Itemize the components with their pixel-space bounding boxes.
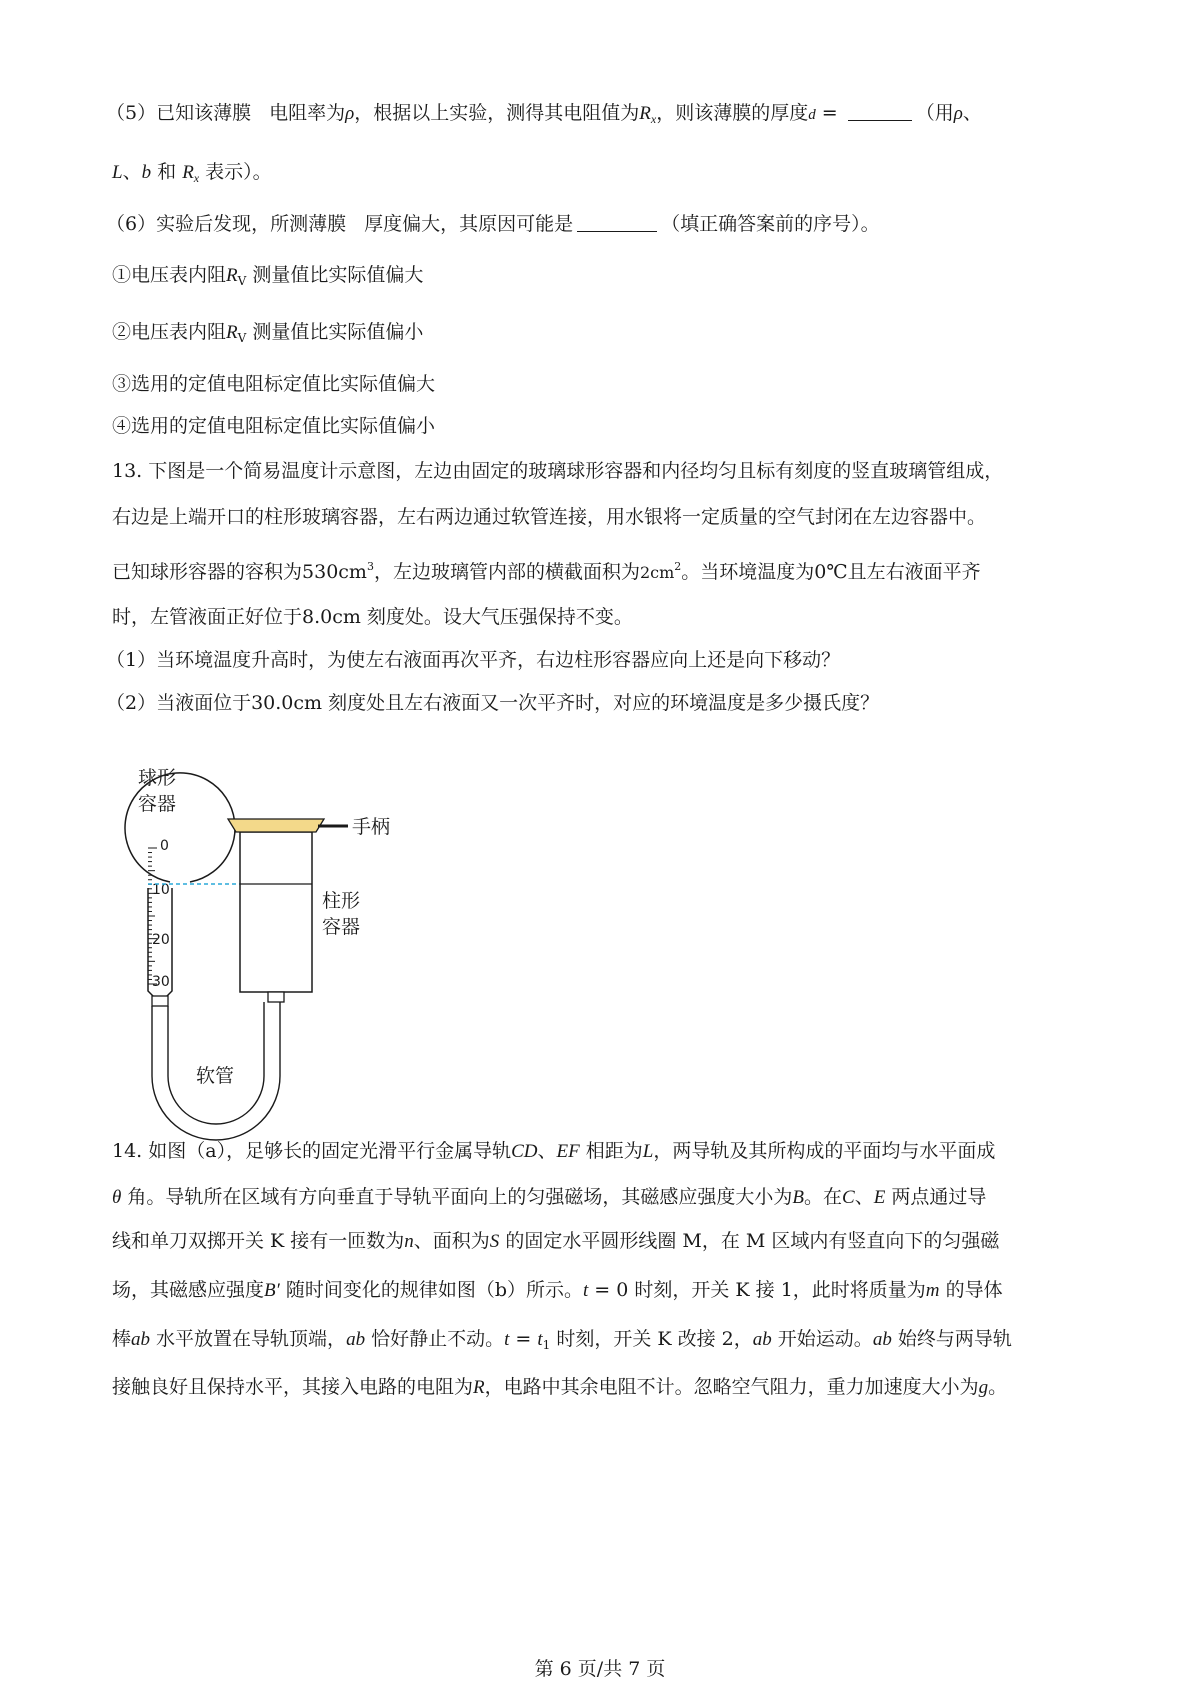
q12-part5-line2: L、b 和 $R_x$ 表示）。 — [112, 161, 272, 185]
cylindrical-container — [240, 832, 312, 992]
cylinder-label-line2: 容器 — [322, 916, 361, 938]
bulb-label-line1: 球形 — [138, 767, 177, 789]
q13-line2: 右边是上端开口的柱形玻璃容器，左右两边通过软管连接，用水银将一定质量的空气封闭在左边容器中。 — [112, 506, 987, 528]
handle-label: 手柄 — [352, 816, 391, 838]
scale-label-0: 0 — [160, 838, 169, 854]
tube-scale — [148, 848, 157, 984]
hose-inner — [168, 1002, 264, 1124]
tube-connector-right — [268, 992, 284, 1002]
q14-line5: 棒ab 水平放置在导轨顶端，ab 恰好静止不动。$t = t_1$ 时刻，开关 K 改接 2，ab 开始运动。ab 始终与两导轨 — [112, 1328, 1012, 1352]
q13-line3: 已知球形容器的容积为$530cm^3$，左边玻璃管内部的横截面积为$2cm^2$。当环境温度为0℃且左右液面平齐 — [112, 560, 981, 583]
q13-question2: （2）当液面位于30.0cm 刻度处且左右液面又一次平齐时，对应的环境温度是多少摄氏度？ — [106, 692, 880, 714]
scale-label-10: 10 — [152, 882, 170, 898]
q14-line4: 场，其磁感应强度B′ 随时间变化的规律如图（b）所示。t = 0 时刻，开关 K 接 1，此时将质量为m 的导体 — [112, 1279, 1003, 1301]
cylinder-rim — [228, 819, 324, 832]
bulb-outline — [125, 773, 235, 882]
answer-blank-thickness[interactable] — [848, 102, 912, 121]
option-3: ③选用的定值电阻标定值比实际值偏大 — [112, 373, 436, 395]
q13-line1: 13. 下图是一个简易温度计示意图，左边由固定的玻璃球形容器和内径均匀且标有刻度的竖直玻璃管组成， — [112, 460, 1004, 482]
option-4: ④选用的定值电阻标定值比实际值偏小 — [112, 415, 436, 437]
answer-blank-reason[interactable] — [577, 213, 657, 232]
q14-line2: θ 角。导轨所在区域有方向垂直于导轨平面向上的匀强磁场，其磁感应强度大小为B。在C、E 两点通过导 — [112, 1186, 987, 1208]
option-1: ①电压表内阻$R_V$ 测量值比实际值偏大 — [112, 264, 424, 288]
q14-line6: 接触良好且保持水平，其接入电路的电阻为R，电路中其余电阻不计。忽略空气阻力，重力加速度大小为g。 — [112, 1376, 1008, 1398]
scale-label-30: 30 — [152, 974, 170, 990]
tube-connector-left — [152, 996, 168, 1006]
q12-part6: （6）实验后发现，所测薄膜 厚度偏大，其原因可能是 （填正确答案前的序号）。 — [106, 213, 880, 235]
scale-label-20: 20 — [152, 932, 170, 948]
hose-label: 软管 — [196, 1065, 235, 1087]
cylinder-label-line1: 柱形 — [322, 890, 361, 912]
option-2: ②电压表内阻$R_V$ 测量值比实际值偏小 — [112, 321, 424, 345]
q14-line3: 线和单刀双掷开关 K 接有一匝数为n、面积为S 的固定水平圆形线圈 M，在 M 区域内有竖直向下的匀强磁 — [112, 1230, 1000, 1252]
q13-question1: （1）当环境温度升高时，为使左右液面再次平齐，右边柱形容器应向上还是向下移动？ — [106, 649, 841, 671]
q12-part5-line1: （5）已知该薄膜 电阻率为ρ，根据以上实验，测得其电阻值为$R_x$，则该薄膜的厚度d = （用ρ、 — [106, 102, 982, 126]
q14-line1: 14. 如图（a），足够长的固定光滑平行金属导轨CD、EF 相距为L，两导轨及其所构成的平面均与水平面成 — [112, 1140, 996, 1162]
bulb-label-line2: 容器 — [138, 793, 177, 815]
page-footer: 第 6 页/共 7 页 — [534, 1658, 666, 1680]
q13-line4: 时，左管液面正好位于8.0cm 刻度处。设大气压强保持不变。 — [112, 606, 633, 628]
